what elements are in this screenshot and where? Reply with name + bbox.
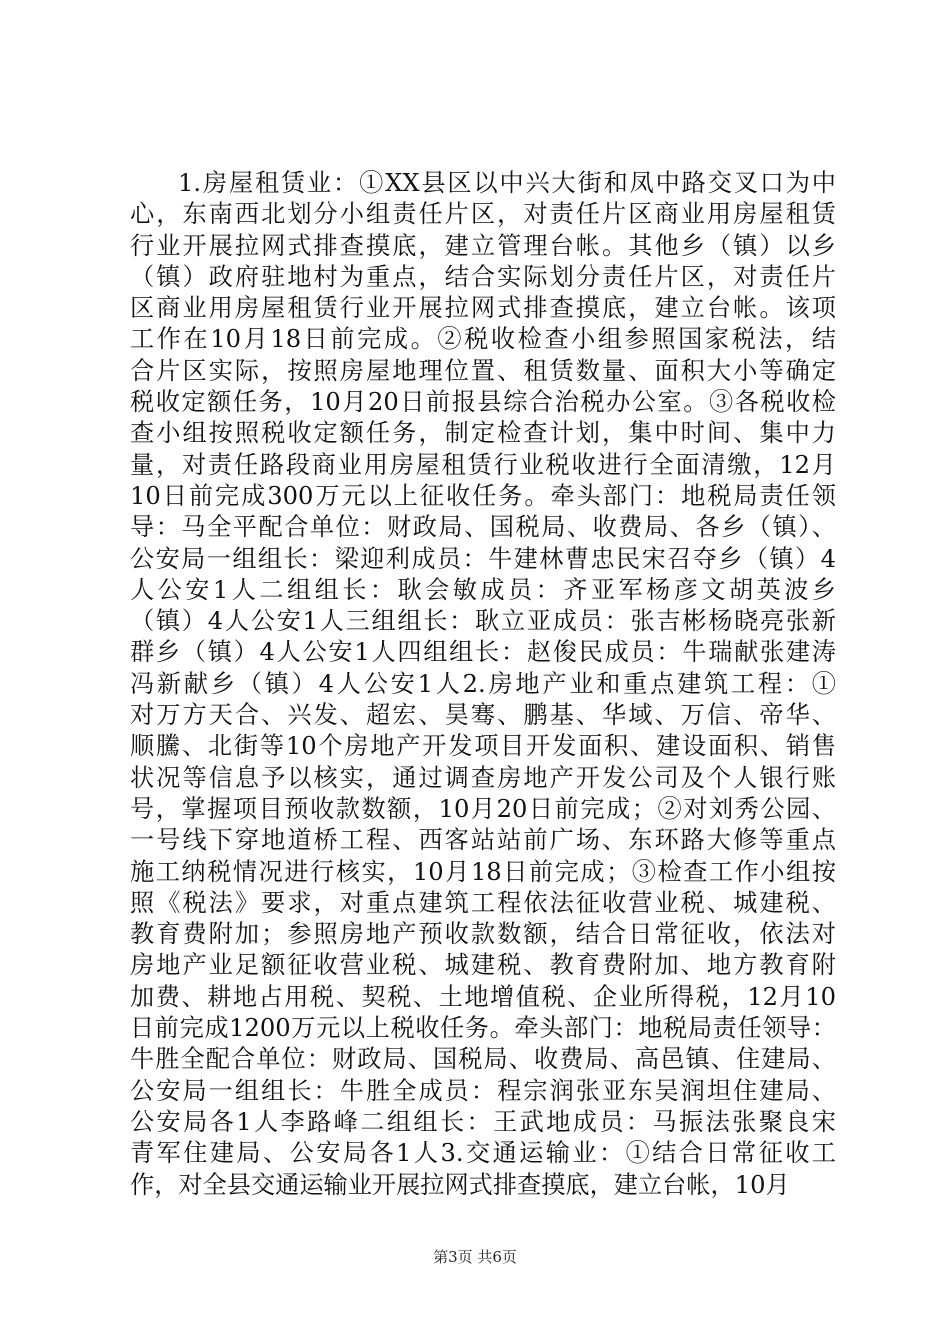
text-line: 合片区实际，按照房屋地理位置、租赁数量、面积大小等确定 — [130, 356, 836, 385]
text-line: 群乡（镇）4人公安1人四组组长：赵俊民成员：牛瑞献张建涛 — [130, 638, 836, 667]
text-line: 工作在10月18日前完成。②税收检查小组参照国家税法，结 — [130, 325, 836, 354]
text-line: 施工纳税情况进行核实，10月18日前完成；③检查工作小组按 — [130, 857, 836, 886]
text-line: 作，对全县交通运输业开展拉网式排查摸底，建立台帐，10月 — [130, 1170, 790, 1199]
text-line: 号，掌握项目预收款数额，10月20日前完成；②对刘秀公园、 — [130, 794, 836, 823]
text-line: （镇）4人公安1人三组组长：耿立亚成员：张吉彬杨晓亮张新 — [130, 607, 836, 636]
text-line: 日前完成1200万元以上税收任务。牵头部门：地税局责任领导： — [130, 1014, 836, 1043]
page-footer: 第3页 共6页 — [433, 1248, 517, 1266]
text-line: 区商业用房屋租赁行业开展拉网式排查摸底，建立台帐。该项 — [130, 294, 836, 323]
text-line: 青军住建局、公安局各1人3.交通运输业：①结合日常征收工 — [130, 1139, 836, 1168]
text-line: 加费、耕地占用税、契税、土地增值税、企业所得税，12月10 — [130, 982, 836, 1011]
text-line: 教育费附加；参照房地产预收款数额，结合日常征收，依法对 — [130, 920, 836, 949]
text-line: 一号线下穿地道桥工程、西客站站前广场、东环路大修等重点 — [130, 826, 836, 855]
text-line: 牛胜全配合单位：财政局、国税局、收费局、高邑镇、住建局、 — [130, 1045, 836, 1074]
text-line: 公安局各1人李路峰二组组长：王武地成员：马振法张聚良宋 — [130, 1107, 836, 1136]
text-line: 照《税法》要求，对重点建筑工程依法征收营业税、城建税、 — [130, 888, 836, 917]
text-line: 税收定额任务，10月20日前报县综合治税办公室。③各税收检 — [130, 388, 836, 417]
text-line: 查小组按照税收定额任务，制定检查计划，集中时间、集中力 — [130, 419, 836, 448]
text-line: 顺騰、北街等10个房地产开发项目开发面积、建设面积、销售 — [130, 732, 836, 761]
text-line: 房地产业足额征收营业税、城建税、教育费附加、地方教育附 — [130, 951, 836, 980]
body-text — [130, 168, 836, 1201]
text-line: （镇）政府驻地村为重点，结合实际划分责任片区，对责任片 — [130, 262, 836, 291]
text-line: 导：马全平配合单位：财政局、国税局、收费局、各乡（镇）、 — [130, 513, 836, 542]
text-line: 对万方天合、兴发、超宏、昊骞、鹏基、华域、万信、帝华、 — [130, 701, 836, 730]
text-line: 量，对责任路段商业用房屋租赁行业税收进行全面清缴，12月 — [130, 450, 836, 479]
text-line: 公安局一组组长：梁迎利成员：牛建林曹忠民宋召夺乡（镇）4 — [130, 544, 836, 573]
text-line: 1.房屋租赁业：①XX县区以中兴大街和凤中路交叉口为中 — [178, 169, 836, 197]
text-line: 行业开展拉网式排查摸底，建立管理台帐。其他乡（镇）以乡 — [130, 231, 836, 260]
text-line: 冯新献乡（镇）4人公安1人2.房地产业和重点建筑工程：① — [130, 669, 836, 698]
text-line: 人公安1人二组组长：耿会敏成员：齐亚军杨彦文胡英波乡 — [130, 575, 836, 604]
text-line: 状况等信息予以核实，通过调查房地产开发公司及个人银行账 — [130, 763, 836, 792]
text-line: 心，东南西北划分小组责任片区，对责任片区商业用房屋租赁 — [130, 200, 836, 229]
text-line: 公安局一组组长：牛胜全成员：程宗润张亚东吴润坦住建局、 — [130, 1076, 836, 1105]
text-line: 10日前完成300万元以上征收任务。牵头部门：地税局责任领 — [130, 481, 836, 510]
